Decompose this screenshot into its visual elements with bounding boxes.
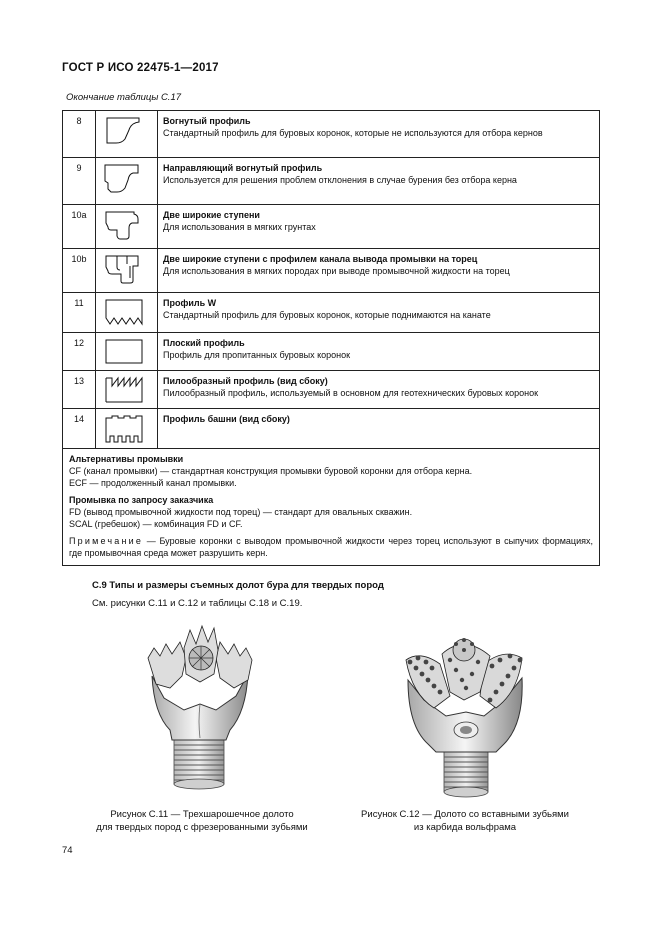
table-caption: Окончание таблицы С.17 <box>66 92 182 103</box>
row-number: 9 <box>63 158 96 205</box>
notes-line: SCAL (гребешок) — комбинация FD и CF. <box>69 519 243 529</box>
notes-line: FD (вывод промывочной жидкости под торец) — стандарт для овальных скважин. <box>69 507 413 517</box>
row-number: 13 <box>63 371 96 409</box>
flush-alternatives-heading: Альтернативы промывки <box>69 454 184 464</box>
section-text: См. рисунки С.11 и С.12 и таблицы С.18 и С.19. <box>92 598 303 609</box>
milled-tooth-tricone-bit-icon <box>140 618 264 798</box>
remark-label: Примечание <box>69 536 144 546</box>
w-profile-icon <box>96 293 158 333</box>
profile-name: Плоский профиль <box>163 338 245 348</box>
figure-caption-line: Рисунок С.11 — Трехшарошечное долото <box>110 809 294 820</box>
profile-description: Используется для решения проблем отклонения в случае бурения без отбора керна <box>163 175 517 185</box>
row-number: 8 <box>63 111 96 158</box>
row-number: 12 <box>63 333 96 371</box>
sawtooth-profile-icon <box>96 371 158 409</box>
profile-name: Профиль W <box>163 298 217 308</box>
profile-name: Вогнутый профиль <box>163 116 251 126</box>
flat-profile-icon <box>96 333 158 371</box>
standard-title: ГОСТ Р ИСО 22475-1—2017 <box>62 62 219 74</box>
profile-description: Пилообразный профиль, используемый в основном для геотехнических буровых коронок <box>163 388 539 398</box>
table-row <box>63 293 600 333</box>
table-row <box>63 205 600 249</box>
table-remark <box>69 535 593 559</box>
profile-name: Две широкие ступени <box>163 210 260 220</box>
table-row <box>63 333 600 371</box>
profile-description: Стандартный профиль для буровых коронок, которые поднимаются на канате <box>163 310 491 320</box>
figure-caption-line: из карбида вольфрама <box>413 822 517 833</box>
profile-name: Пилообразный профиль (вид сбоку) <box>163 376 328 386</box>
table-row <box>63 409 600 449</box>
tower-profile-icon <box>96 409 158 449</box>
profile-name: Профиль башни (вид сбоку) <box>163 414 290 424</box>
notes-row <box>63 449 600 566</box>
page-number: 74 <box>62 845 73 856</box>
notes-line: CF (канал промывки) — стандартная конструкция промывки буровой коронки для отбора керна. <box>69 466 473 476</box>
table-row <box>63 111 600 158</box>
figure-caption-c12 <box>340 808 590 834</box>
row-number: 10b <box>63 249 96 293</box>
profile-name: Две широкие ступени с профилем канала вывода промывки на торец <box>163 254 478 264</box>
table-row <box>63 158 600 205</box>
profile-description: Для использования в мягких породах при выводе промывочной жидкости на торец <box>163 266 510 276</box>
custom-flush-heading: Промывка по запросу заказчика <box>69 495 214 505</box>
two-wide-steps-icon <box>96 205 158 249</box>
remark-text: — Буровые коронки с выводом промывочной жидкости через торец используют в сыпучих формациях, где промывочная среда может разрушить керн. <box>69 536 593 558</box>
table-row <box>63 249 600 293</box>
profile-description: Профиль для пропитанных буровых коронок <box>163 350 351 360</box>
concave-profile-icon <box>96 111 158 158</box>
table-row <box>63 371 600 409</box>
row-number: 11 <box>63 293 96 333</box>
two-steps-flush-channel-icon <box>96 249 158 293</box>
row-number: 10a <box>63 205 96 249</box>
row-number: 14 <box>63 409 96 449</box>
guide-concave-profile-icon <box>96 158 158 205</box>
profile-description: Для использования в мягких грунтах <box>163 222 316 232</box>
figure-caption-c11 <box>72 808 332 834</box>
figure-caption-line: для твердых пород с фрезерованными зубьями <box>96 822 308 833</box>
profile-name: Направляющий вогнутый профиль <box>163 163 323 173</box>
section-heading: С.9 Типы и размеры съемных долот бура для твердых пород <box>92 580 384 591</box>
profile-description: Стандартный профиль для буровых коронок, которые не используются для отбора кернов <box>163 128 543 138</box>
figure-caption-line: Рисунок С.12 — Долото со вставными зубьями <box>361 809 569 820</box>
tungsten-carbide-insert-bit-icon <box>400 630 528 800</box>
notes-line: ECF — продолженный канал промывки. <box>69 478 237 488</box>
profiles-table <box>62 110 600 566</box>
